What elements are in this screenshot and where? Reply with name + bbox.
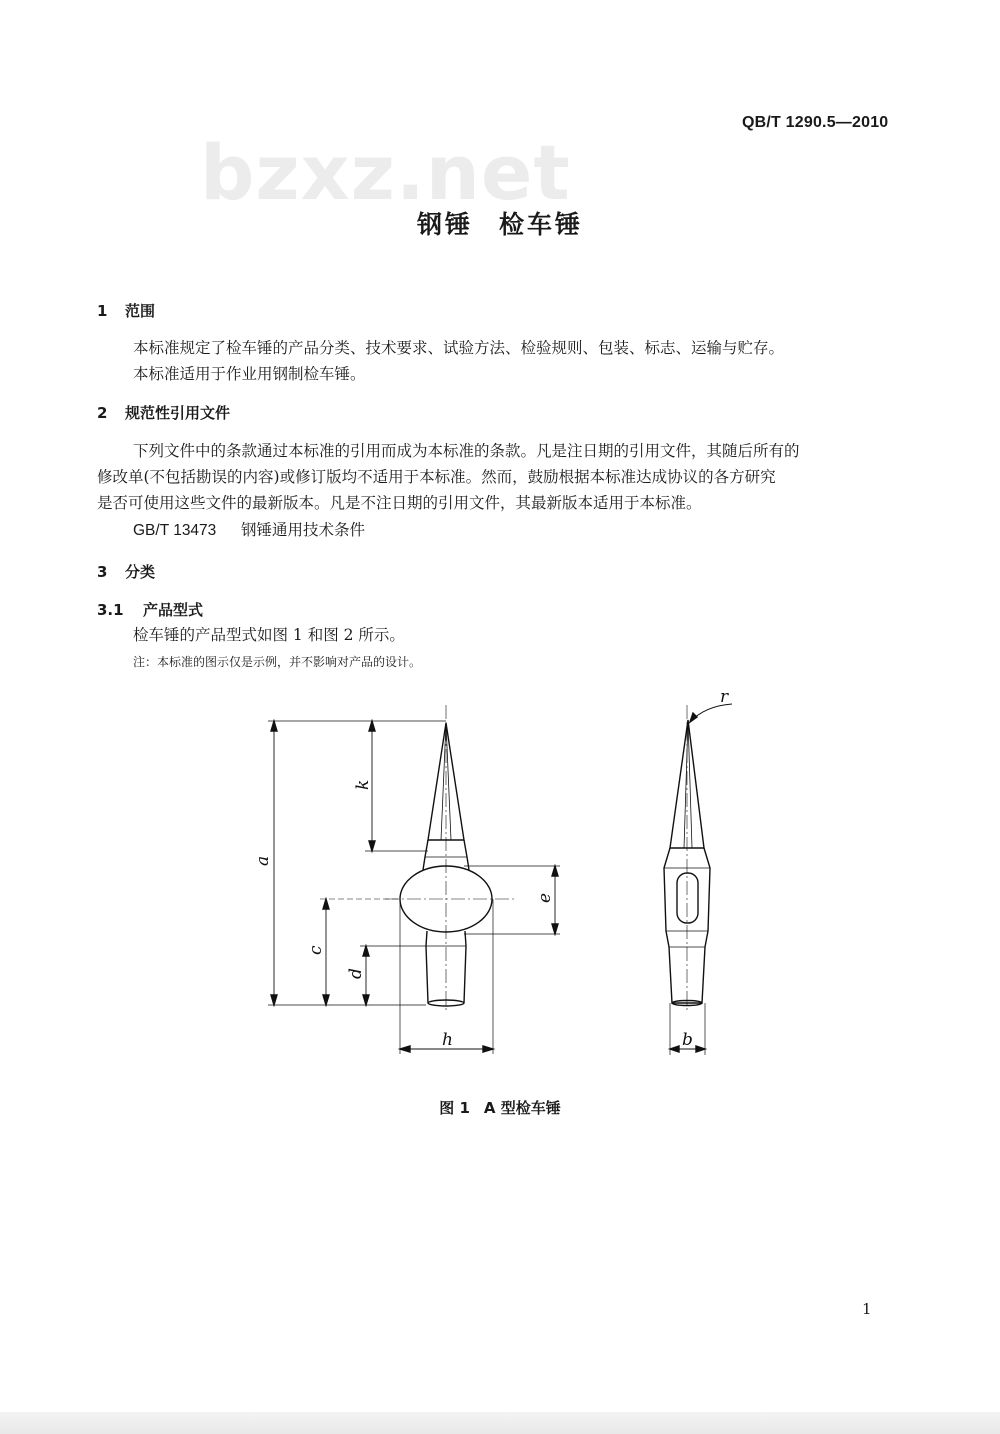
dimension-label-d: d [346,968,366,979]
section-title: 规范性引用文件 [125,404,231,422]
paragraph: 修改单(不包括勘误的内容)或修订版均不适用于本标准。然而，鼓励根据本标准达成协议的各方研究 [97,468,776,486]
dimension-label-e: e [535,892,555,903]
paragraph: 是否可使用这些文件的最新版本。凡是不注日期的引用文件，其最新版本适用于本标准。 [97,494,702,512]
dimension-label-r: r [720,687,729,707]
dimension-label-h: h [442,1030,453,1050]
page-number: 1 [862,1300,872,1318]
paragraph: 下列文件中的条款通过本标准的引用而成为本标准的条款。凡是注日期的引用文件，其随后所有的 [133,442,800,460]
eye-slot-outline [677,873,698,923]
section-title: 产品型式 [143,601,204,619]
section-number: 3.1 [97,601,124,619]
section-title: 范围 [125,302,156,320]
scan-edge [0,1412,1000,1434]
paragraph: 本标准规定了检车锤的产品分类、技术要求、试验方法、检验规则、包装、标志、运输与贮存。 [133,339,785,357]
reference-code: GB/T 13473 [133,522,217,539]
standard-code: QB/T 1290.5—2010 [742,114,889,131]
figure-title: A 型检车锤 [483,1099,561,1117]
reference-title: 钢锤通用技术条件 [241,521,366,539]
dimension-label-a: a [253,855,273,866]
note: 注：本标准的图示仅是示例，并不影响对产品的设计。 [133,655,422,669]
section-number: 2 [97,404,108,422]
section-number: 1 [97,302,108,320]
figure-number: 图 1 [439,1099,470,1117]
paragraph: 检车锤的产品型式如图 1 和图 2 所示。 [133,626,405,644]
figure-caption [0,1097,1000,1118]
dimension-label-c: c [306,945,326,955]
title-part-2: 检车锤 [499,210,584,239]
title-part-1: 钢锤 [416,210,473,239]
dimension-label-b: b [682,1030,693,1050]
dimension-label-k: k [353,779,373,790]
paragraph: 本标准适用于作业用钢制检车锤。 [133,365,366,383]
watermark: bzxz.net [200,128,571,217]
section-number: 3 [97,563,108,581]
section-title: 分类 [125,563,156,581]
